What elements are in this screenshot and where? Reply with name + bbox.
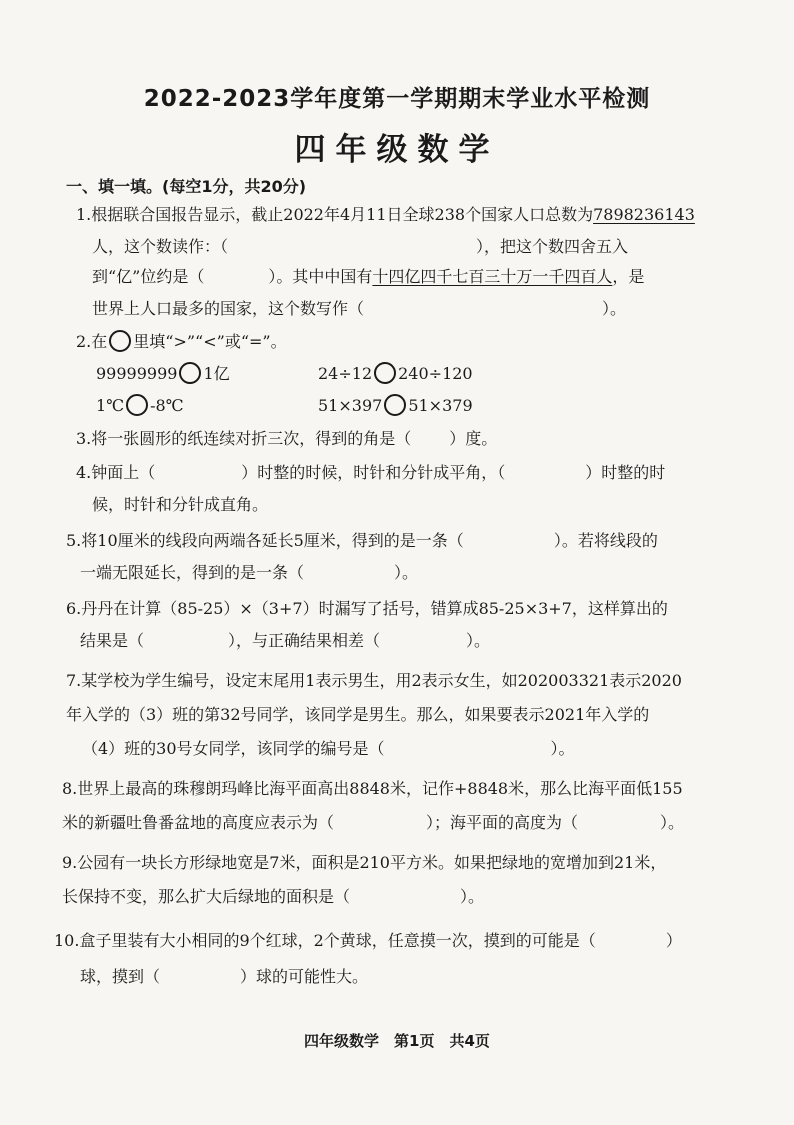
q9-line1: 9.公园有一块长方形绿地宽是7米，面积是210平方米。如果把绿地的宽增加到21米， [62, 853, 667, 872]
compare-circle[interactable] [126, 394, 148, 416]
q5-text: 一端无限延长，得到的是一条（ [80, 563, 305, 582]
q6-text: 结果是（ [80, 631, 145, 650]
q1-text: 1.根据联合国报告显示，截止2022年4月11日全球238个国家人口总数为 [76, 205, 594, 224]
q8-text: ）；海平面的高度为（ [426, 813, 579, 832]
compare-circle[interactable] [374, 362, 396, 384]
compare-circle[interactable] [179, 362, 201, 384]
expr-right: -8℃ [150, 396, 184, 415]
q1-line4 [92, 298, 626, 320]
q7-text: ）。 [550, 739, 575, 758]
q2-text: 里填“>”“<”或“=”。 [133, 332, 287, 351]
expr-left: 51×397 [318, 396, 383, 415]
exam-subtitle: 四年级数学 [294, 132, 500, 168]
q7-line3 [82, 738, 575, 760]
q3-text: 3.将一张圆形的纸连续对折三次，得到的角是（ [76, 429, 412, 448]
q5-text: ）。 [394, 563, 419, 582]
expr-right: 1亿 [203, 364, 230, 383]
q2-row1-right [318, 362, 473, 385]
q10-text: 10.盒子里装有大小相同的9个红球，2个黄球，任意摸一次，摸到的可能是（ [54, 931, 596, 950]
exam-title: 2022-2023学年度第一学期期末学业水平检测 [143, 86, 651, 112]
q1-text: ），把这个数四舍五入 [476, 237, 629, 256]
section-heading: 一、填一填。(每空1分，共20分) [66, 177, 307, 196]
q2-text: 2.在 [76, 332, 108, 351]
q6-text: ）。 [466, 631, 491, 650]
q8-text: ）。 [660, 813, 685, 832]
q8-line2 [62, 812, 684, 834]
expr-left: 1℃ [96, 396, 125, 415]
expr-right: 51×379 [408, 396, 473, 415]
q1-line1 [76, 204, 695, 226]
q2-row2-left [96, 394, 184, 417]
q1-text: ）。 [602, 299, 627, 318]
q9-line2 [62, 886, 484, 908]
q10-text: 球，摸到（ [80, 967, 161, 986]
q4-line1 [76, 462, 665, 484]
q5-text: 5.将10厘米的线段向两端各延长5厘米，得到的是一条（ [66, 531, 464, 550]
q7-line2: 年入学的（3）班的第32号同学，该同学是男生。那么，如果要表示2021年入学的 [66, 705, 650, 724]
q1-text: 世界上人口最多的国家，这个数写作（ [92, 299, 365, 318]
q5-text: ）。若将线段的 [553, 531, 658, 550]
q3-line [76, 428, 497, 450]
q1-text: ，是 [612, 267, 645, 286]
q2-row2-right [318, 394, 473, 417]
expr-right: 240÷120 [398, 364, 473, 383]
q1-population-number: 7898236143 [593, 205, 695, 224]
compare-circle[interactable] [109, 330, 131, 352]
q10-line1 [54, 930, 682, 952]
q10-line2 [80, 966, 368, 988]
q1-text: 人，这个数读作：（ [92, 237, 229, 256]
q5-line2 [80, 562, 418, 584]
expr-left: 99999999 [96, 364, 178, 383]
expr-left: 24÷12 [318, 364, 373, 383]
q1-line2 [92, 236, 628, 258]
q5-line1 [66, 530, 658, 552]
q7-line1: 7.某学校为学生编号，设定末尾用1表示男生，用2表示女生，如202003321表示2020 [66, 671, 682, 690]
q8-line1: 8.世界上最高的珠穆朗玛峰比海平面高出8848米，记作+8848米，那么比海平面低155 [62, 779, 683, 798]
q2-line1 [76, 330, 287, 353]
compare-circle[interactable] [384, 394, 406, 416]
q10-text: ） [665, 931, 682, 950]
q10-text: ）球的可能性大。 [240, 967, 369, 986]
q3-text: ）度。 [449, 429, 498, 448]
q1-text: ）。其中中国有 [268, 267, 373, 286]
q9-text: 长保持不变，那么扩大后绿地的面积是（ [62, 887, 351, 906]
q1-line3 [92, 266, 644, 288]
q6-line1: 6.丹丹在计算（85-25）×（3+7）时漏写了括号，错算成85-25×3+7，这样算出的 [66, 599, 668, 618]
page-footer: 四年级数学 第1页 共4页 [304, 1032, 490, 1050]
q1-china-population: 十四亿四千七百三十万一千四百人 [372, 267, 613, 286]
q4-line2: 候，时针和分针成直角。 [92, 495, 269, 514]
q2-row1-left [96, 362, 230, 385]
q6-line2 [80, 630, 490, 652]
q6-text: ），与正确结果相差（ [228, 631, 381, 650]
q8-text: 米的新疆吐鲁番盆地的高度应表示为（ [62, 813, 335, 832]
q9-text: ）。 [460, 887, 485, 906]
q1-text: 到“亿”位约是（ [92, 267, 205, 286]
q4-text: 4.钟面上（ [76, 463, 156, 482]
q4-text: ）时整的时 [585, 463, 666, 482]
q4-text: ）时整的时候，时针和分针成平角，（ [241, 463, 506, 482]
q7-text: （4）班的30号女同学，该同学的编号是（ [82, 739, 385, 758]
